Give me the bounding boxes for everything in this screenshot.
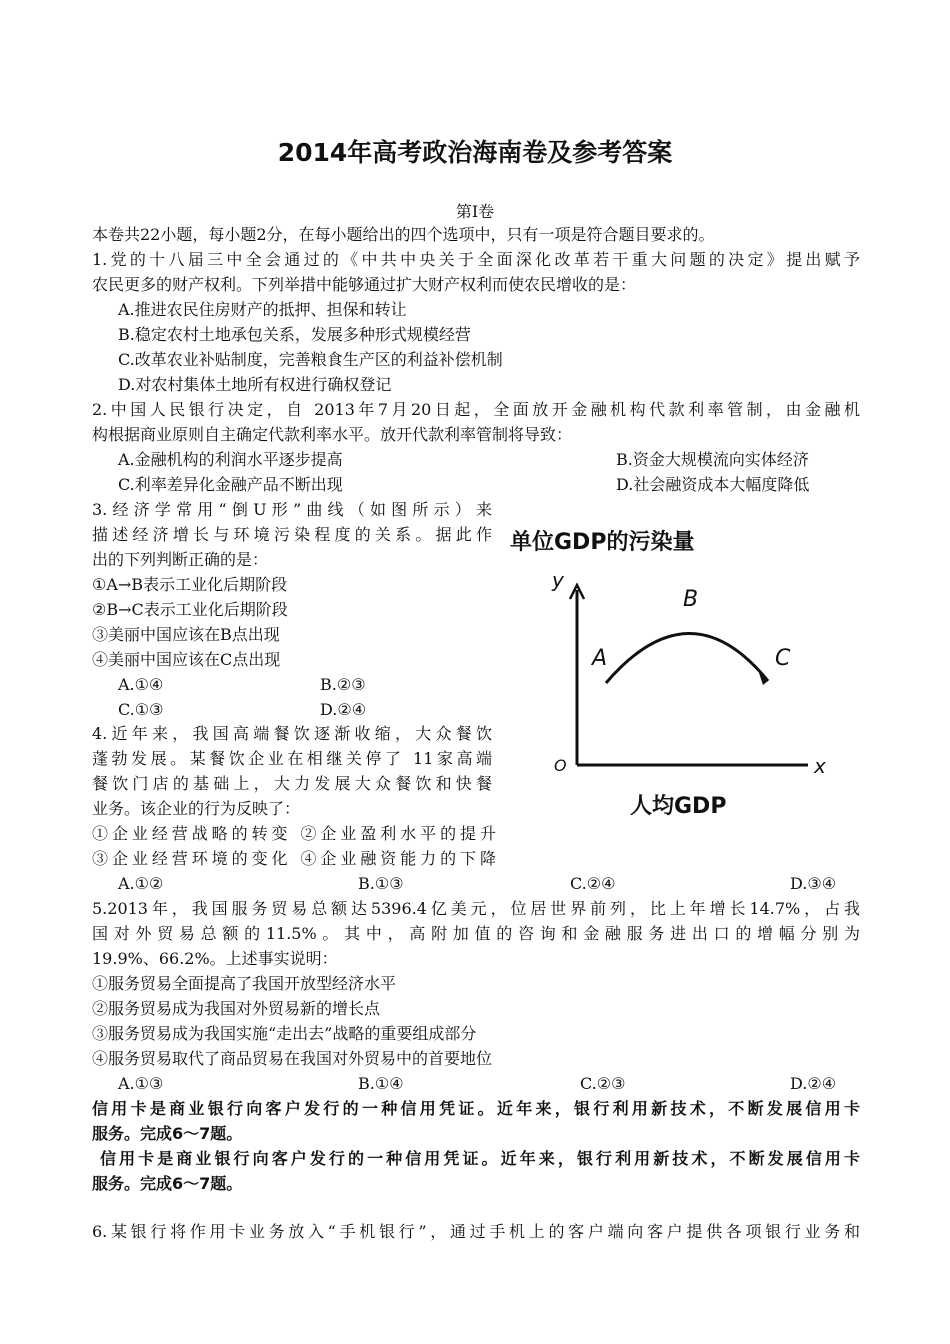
q1-option-c: C.改革农业补贴制度，完善粮食生产区的利益补偿机制 bbox=[118, 350, 503, 369]
y-axis-label: y bbox=[552, 568, 564, 592]
q5-stem-line-2: 国对外贸易总额的11.5%。其中，高附加值的咨询和金融服务进出口的增幅分别为 bbox=[92, 924, 860, 943]
q4-option-b: B.①③ bbox=[358, 874, 404, 893]
x-axis-label: x bbox=[814, 754, 826, 778]
q5-stem-line-1: 5.2013年，我国服务贸易总额达5396.4亿美元，位居世界前列，比上年增长14.7%，占我 bbox=[92, 899, 860, 918]
material-line-1: 信用卡是商业银行向客户发行的一种信用凭证。近年来，银行利用新技术，不断发展信用卡 bbox=[92, 1099, 860, 1118]
q5-option-b: B.①④ bbox=[358, 1074, 404, 1093]
section-heading: 第Ⅰ卷 bbox=[455, 202, 495, 221]
page-title: 2014年高考政治海南卷及参考答案 bbox=[277, 138, 673, 167]
q3-statement-4: ④美丽中国应该在C点出现 bbox=[92, 650, 281, 669]
q5-statement-2: ②服务贸易成为我国对外贸易新的增长点 bbox=[92, 999, 381, 1018]
point-c-label: C bbox=[775, 646, 791, 671]
q4-statements-3-4: ③企业经营环境的变化 ④企业融资能力的下降 bbox=[92, 849, 496, 868]
q4-option-c: C.②④ bbox=[570, 874, 616, 893]
q5-stem-line-3: 19.9%、66.2%。上述事实说明： bbox=[92, 949, 338, 968]
q3-stem-line-3: 出的下列判断正确的是： bbox=[92, 550, 269, 569]
q1-option-d: D.对农村集体土地所有权进行确权登记 bbox=[118, 375, 392, 394]
figure-title: 单位GDP的污染量 bbox=[510, 530, 695, 555]
q3-stem-line-1: 3.经济学常用“倒U形”曲线（如图所示）来 bbox=[92, 500, 492, 519]
q5-option-a: A.①③ bbox=[118, 1074, 164, 1093]
q3-option-b: B.②③ bbox=[320, 675, 366, 694]
q6-stem-line-1: 6.某银行将作用卡业务放入“手机银行”，通过手机上的客户端向客户提供各项银行业务和 bbox=[92, 1222, 860, 1241]
q3-option-a: A.①④ bbox=[118, 675, 164, 694]
q3-statement-1: ①A→B表示工业化后期阶段 bbox=[92, 575, 288, 594]
q5-statement-3: ③服务贸易成为我国实施“走出去”战略的重要组成部分 bbox=[92, 1024, 477, 1043]
q5-option-c: C.②③ bbox=[580, 1074, 626, 1093]
q5-option-d: D.②④ bbox=[790, 1074, 837, 1093]
q5-statement-1: ①服务贸易全面提高了我国开放型经济水平 bbox=[92, 974, 397, 993]
point-b-label: B bbox=[683, 587, 699, 612]
q3-option-c: C.①③ bbox=[118, 700, 164, 719]
q2-stem-line-2: 构根据商业原则自主确定代款利率水平。放开代款利率管制将导致： bbox=[92, 425, 573, 444]
q1-stem-line-1: 1.党的十八届三中全会通过的《中共中央关于全面深化改革若干重大问题的决定》提出赋予 bbox=[92, 250, 860, 269]
q4-stem-line-3: 餐饮门店的基础上，大力发展大众餐饮和快餐 bbox=[92, 774, 492, 793]
q5-statement-4: ④服务贸易取代了商品贸易在我国对外贸易中的首要地位 bbox=[92, 1049, 493, 1068]
q2-option-c: C.利率差异化金融产品不断出现 bbox=[118, 475, 343, 494]
q1-option-b: B.稳定农村土地承包关系，发展多种形式规模经营 bbox=[118, 325, 471, 344]
q3-option-d: D.②④ bbox=[320, 700, 367, 719]
material-line-3: 信用卡是商业银行向客户发行的一种信用凭证。近年来，银行利用新技术，不断发展信用卡 bbox=[100, 1149, 860, 1168]
q3-statement-2: ②B→C表示工业化后期阶段 bbox=[92, 600, 288, 619]
q2-option-b: B.资金大规模流向实体经济 bbox=[616, 450, 809, 469]
q2-stem-line-1: 2.中国人民银行决定，自 2013年7月20日起，全面放开金融机构代款利率管制，由金融机 bbox=[92, 400, 860, 419]
x-axis-caption: 人均GDP bbox=[630, 794, 727, 819]
material-line-4: 服务。完成6～7题。 bbox=[92, 1174, 243, 1193]
q2-option-a: A.金融机构的利润水平逐步提高 bbox=[118, 450, 343, 469]
origin-label: O bbox=[554, 756, 567, 775]
q1-option-a: A.推进农民住房财产的抵押、担保和转让 bbox=[118, 300, 407, 319]
inverted-u-figure bbox=[500, 515, 860, 835]
point-a-label: A bbox=[592, 646, 608, 671]
q4-stem-line-1: 4.近年来，我国高端餐饮逐渐收缩，大众餐饮 bbox=[92, 724, 492, 743]
q4-stem-line-2: 蓬勃发展。某餐饮企业在相继关停了 11家高端 bbox=[92, 749, 492, 768]
q4-option-d: D.③④ bbox=[790, 874, 837, 893]
q3-statement-3: ③美丽中国应该在B点出现 bbox=[92, 625, 280, 644]
q2-option-d: D.社会融资成本大幅度降低 bbox=[616, 475, 810, 494]
q4-stem-line-4: 业务。该企业的行为反映了： bbox=[92, 799, 301, 818]
q4-option-a: A.①② bbox=[118, 874, 164, 893]
q4-statements-1-2: ①企业经营战略的转变 ②企业盈利水平的提升 bbox=[92, 824, 496, 843]
q1-stem-line-2: 农民更多的财产权利。下列举措中能够通过扩大财产权利而使农民增收的是： bbox=[92, 275, 637, 294]
q3-stem-line-2: 描述经济增长与环境污染程度的关系。据此作 bbox=[92, 525, 492, 544]
material-line-2: 服务。完成6～7题。 bbox=[92, 1124, 243, 1143]
intro-text: 本卷共22小题，每小题2分，在每小题给出的四个选项中，只有一项是符合题目要求的。 bbox=[92, 225, 715, 244]
inverted-u-curve bbox=[606, 633, 768, 683]
